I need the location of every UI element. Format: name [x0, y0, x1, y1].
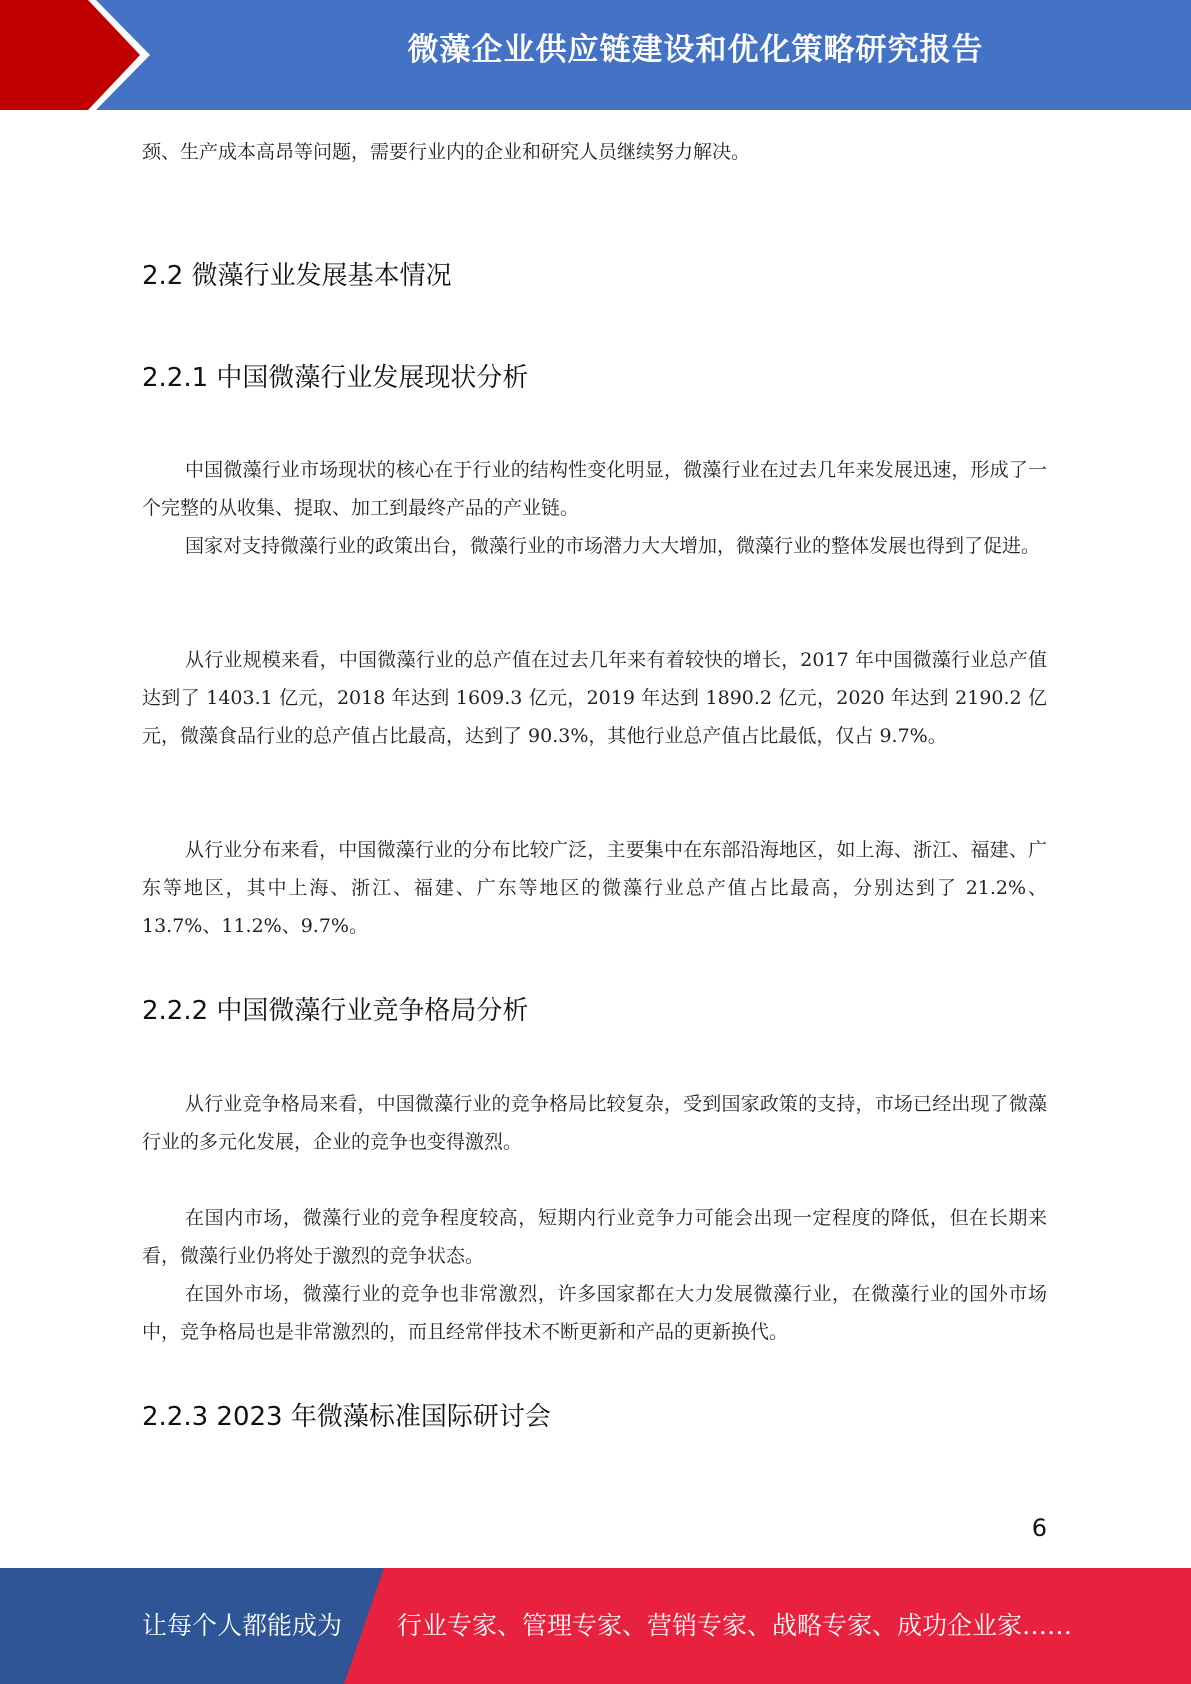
page-number: 6	[1031, 1514, 1047, 1542]
intro-paragraph: 颈、生产成本高昂等问题，需要行业内的企业和研究人员继续努力解决。	[142, 141, 751, 163]
paragraph-domestic-market: 在国内市场，微藻行业的竞争程度较高，短期内行业竞争力可能会出现一定程度的降低，但在长期来看，微藻行业仍将处于激烈的竞争状态。	[142, 1207, 1047, 1267]
section-heading-2-2-1: 2.2.1 中国微藻行业发展现状分析	[142, 363, 529, 393]
section-heading-2-2: 2.2 微藻行业发展基本情况	[142, 261, 452, 291]
footer-slogan-right: 行业专家、管理专家、营销专家、战略专家、成功企业家……	[397, 1611, 1073, 1640]
paragraph-industry-scale: 从行业规模来看，中国微藻行业的总产值在过去几年来有着较快的增长，2017 年中国微藻行业总产值达到了 1403.1 亿元，2018 年达到 1609.3 亿元，2019 年达到 1890.2 亿元，2020 年达到 2190.2 亿元，微藻食品行业的总产值占比最高，达到了 90.3%，其他行业总产值占比最低，仅占 9.7%。	[142, 649, 1047, 747]
header-chevron-decoration	[0, 0, 200, 110]
paragraph-industry-structure: 中国微藻行业市场现状的核心在于行业的结构性变化明显，微藻行业在过去几年来发展迅速，形成了一个完整的从收集、提取、加工到最终产品的产业链。	[142, 459, 1047, 519]
page-footer	[0, 1568, 1191, 1684]
paragraph-policy: 国家对支持微藻行业的政策出台，微藻行业的市场潜力大大增加，微藻行业的整体发展也得到了促进。	[185, 535, 1041, 557]
paragraph-industry-distribution: 从行业分布来看，中国微藻行业的分布比较广泛，主要集中在东部沿海地区，如上海、浙江、福建、广东等地区，其中上海、浙江、福建、广东等地区的微藻行业总产值占比最高，分别达到了 21.2%、13.7%、11.2%、9.7%。	[142, 839, 1047, 937]
page-header	[0, 0, 1191, 110]
section-heading-2-2-3: 2.2.3 2023 年微藻标准国际研讨会	[142, 1402, 551, 1432]
paragraph-foreign-market: 在国外市场，微藻行业的竞争也非常激烈，许多国家都在大力发展微藻行业，在微藻行业的国外市场中，竞争格局也是非常激烈的，而且经常伴技术不断更新和产品的更新换代。	[142, 1283, 1047, 1343]
paragraph-competition-overview: 从行业竞争格局来看，中国微藻行业的竞争格局比较复杂，受到国家政策的支持，市场已经出现了微藻行业的多元化发展，企业的竞争也变得激烈。	[142, 1093, 1047, 1153]
section-heading-2-2-2: 2.2.2 中国微藻行业竞争格局分析	[142, 996, 529, 1026]
report-title: 微藻企业供应链建设和优化策略研究报告	[407, 32, 984, 68]
footer-slogan-left: 让每个人都能成为	[142, 1611, 343, 1640]
